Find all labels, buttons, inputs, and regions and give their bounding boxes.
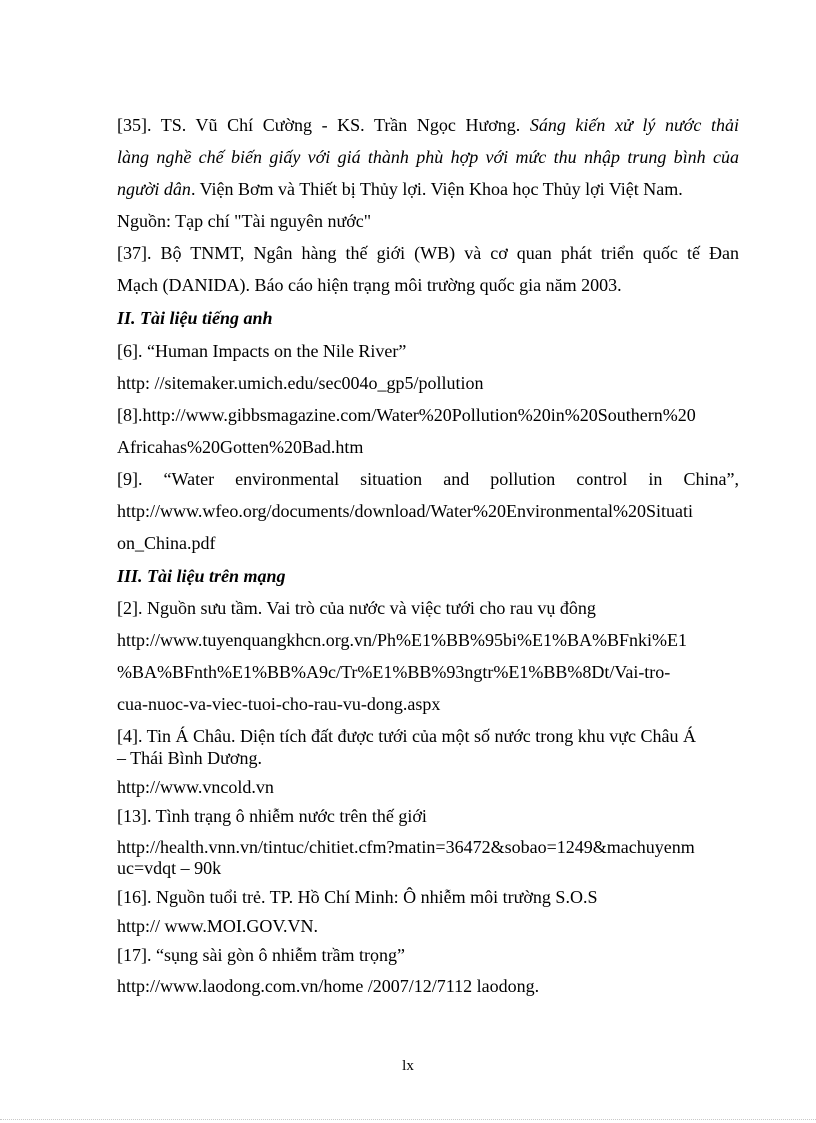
ref13-url-line2: uc=vdqt – 90k (117, 858, 222, 878)
ref17-title: [17]. “sụng sài gòn ô nhiễm trầm trọng” (117, 945, 405, 965)
ref35-title-part3: người dân (117, 179, 191, 199)
ref35-source: Nguồn: Tạp chí "Tài nguyên nước" (117, 211, 372, 231)
ref4-line1: [4]. Tin Á Châu. Diện tích đất được tưới của một số nước trong khu vực Châu Á (117, 726, 697, 746)
section-web-heading: III. Tài liệu trên mạng (117, 566, 286, 586)
ref35-publisher: . Viện Bơm và Thiết bị Thủy lợi. Viện Khoa học Thủy lợi Việt Nam. (190, 179, 683, 199)
ref37-line2: Mạch (DANIDA). Báo cáo hiện trạng môi trường quốc gia năm 2003. (117, 275, 622, 295)
ref4-line2: – Thái Bình Dương. (117, 748, 262, 768)
ref2-url-line1: http://www.tuyenquangkhcn.org.vn/Ph%E1%BB%95bi%E1%BA%BFnki%E1 (117, 630, 687, 650)
ref37-line1: [37]. Bộ TNMT, Ngân hàng thế giới (WB) và cơ quan phát triển quốc tế Đan (117, 243, 739, 263)
ref13-url-line1: http://health.vnn.vn/tintuc/chitiet.cfm?matin=36472&sobao=1249&machuyenm (117, 837, 695, 857)
ref4-url: http://www.vncold.vn (117, 777, 274, 797)
ref35-line3 (117, 178, 739, 200)
ref35-line2: làng nghề chế biến giấy với giá thành phù hợp với mức thu nhập trung bình của (117, 147, 739, 167)
ref2-url-line3: cua-nuoc-va-viec-tuoi-cho-rau-vu-dong.aspx (117, 694, 441, 714)
section-english-heading: II. Tài liệu tiếng anh (117, 308, 273, 328)
ref17-url: http://www.laodong.com.vn/home /2007/12/7112 laodong. (117, 976, 540, 996)
ref35-title-part1: Sáng kiến xử lý nước thải (529, 115, 739, 135)
ref6-title: [6]. “Human Impacts on the Nile River” (117, 341, 407, 361)
ref35-line1 (117, 114, 739, 136)
page-bottom-divider (0, 1119, 816, 1120)
ref16-title: [16]. Nguồn tuổi trẻ. TP. Hồ Chí Minh: Ô nhiễm môi trường S.O.S (117, 887, 598, 907)
ref8-line1: [8].http://www.gibbsmagazine.com/Water%20Pollution%20in%20Southern%20 (117, 405, 696, 425)
ref13-title: [13]. Tình trạng ô nhiễm nước trên thế giới (117, 806, 427, 826)
page-number: lx (402, 1058, 414, 1074)
ref2-url-line2: %BA%BFnth%E1%BB%A9c/Tr%E1%BB%93ngtr%E1%BB%8Dt/Vai-tro- (117, 662, 671, 682)
ref9-line1: [9]. “Water environmental situation and pollution control in China”, (117, 469, 739, 489)
ref6-url: http: //sitemaker.umich.edu/sec004o_gp5/pollution (117, 373, 484, 393)
ref8-line2: Africahas%20Gotten%20Bad.htm (117, 437, 364, 457)
ref35-authors: [35]. TS. Vũ Chí Cường - KS. Trần Ngọc Hương. (117, 115, 530, 135)
ref16-url: http:// www.MOI.GOV.VN. (117, 916, 319, 936)
ref9-line2: http://www.wfeo.org/documents/download/Water%20Environmental%20Situati (117, 501, 693, 521)
ref2-title: [2]. Nguồn sưu tầm. Vai trò của nước và việc tưới cho rau vụ đông (117, 598, 596, 618)
ref9-line3: on_China.pdf (117, 533, 216, 553)
